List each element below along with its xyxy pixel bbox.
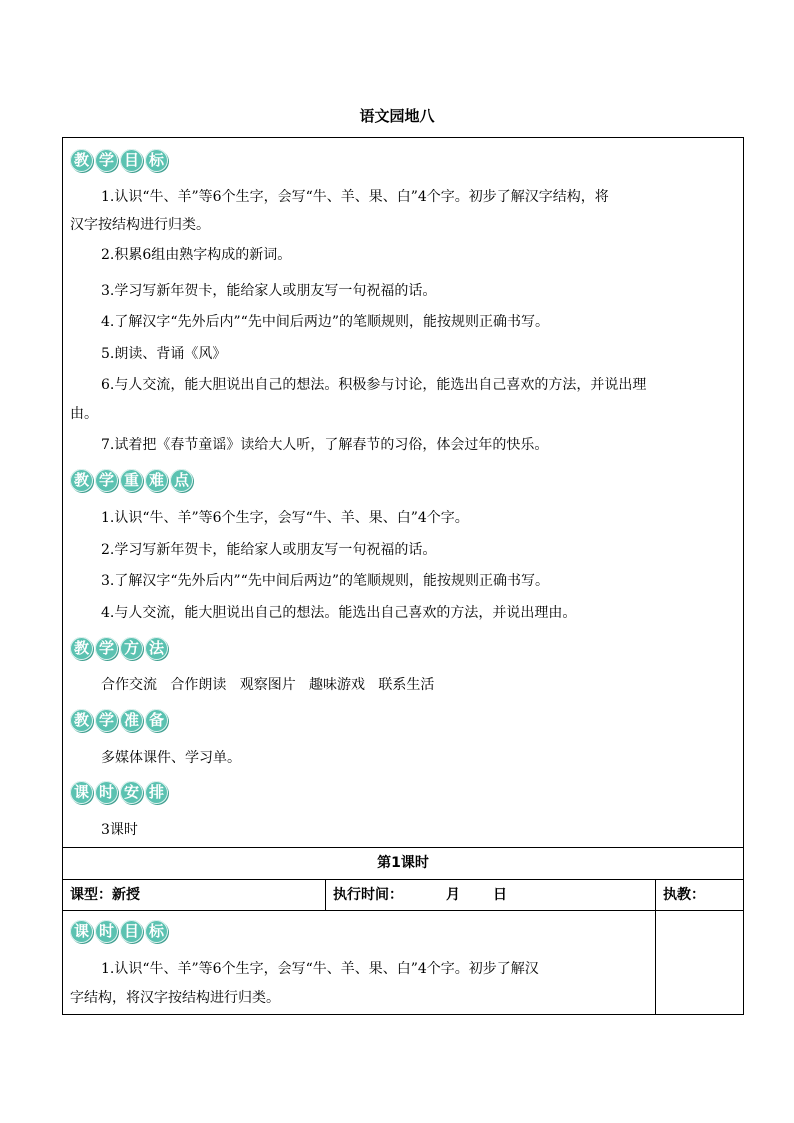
heading-char: 法 (145, 637, 168, 660)
lesson-plan-table (62, 137, 744, 1015)
goal-line: 7.试着把《春节童谣》读给大人听，了解春节的习俗，体会过年的快乐。 (101, 437, 549, 453)
lesson-goal-line: 1.认识“牛、羊”等6个生字，会写“牛、羊、果、白”4个字。初步了解汉 (101, 961, 539, 977)
heading-char: 学 (95, 709, 118, 732)
preparation-text: 多媒体课件、学习单。 (101, 750, 241, 766)
heading-char: 标 (145, 920, 168, 943)
heading-char: 目 (120, 920, 143, 943)
day-label: 日 (493, 887, 507, 903)
section-heading-lesson-goals (70, 920, 168, 946)
section-heading-methods (70, 637, 168, 663)
goal-line: 1.认识“牛、羊”等6个生字，会写“牛、羊、果、白”4个字。初步了解汉字结构，将 (101, 189, 609, 205)
heading-char: 标 (145, 149, 168, 172)
goal-line: 6.与人交流，能大胆说出自己的想法。积极参与讨论，能选出自己喜欢的方法，并说出理 (101, 377, 647, 393)
goal-line: 4.了解汉字“先外后内”“先中间后两边”的笔顺规则，能按规则正确书写。 (101, 314, 549, 330)
goal-line: 汉字按结构进行归类。 (70, 217, 210, 233)
goal-line: 2.积累6组由熟字构成的新词。 (101, 247, 292, 263)
heading-char: 点 (170, 469, 193, 492)
keypoint-line: 3.了解汉字“先外后内”“先中间后两边”的笔顺规则，能按规则正确书写。 (101, 573, 549, 589)
keypoint-line: 4.与人交流，能大胆说出自己的想法。能选出自己喜欢的方法，并说出理由。 (101, 605, 577, 621)
heading-char: 教 (70, 709, 93, 732)
section-heading-goals (70, 149, 168, 175)
section-heading-preparation (70, 709, 168, 735)
table-rule (63, 847, 743, 848)
methods-text: 合作交流 合作朗读 观察图片 趣味游戏 联系生活 (101, 677, 435, 693)
heading-char: 教 (70, 149, 93, 172)
heading-char: 教 (70, 637, 93, 660)
heading-char: 排 (145, 781, 168, 804)
heading-char: 学 (95, 149, 118, 172)
lesson-type: 课型：新授 (70, 887, 140, 903)
heading-char: 方 (120, 637, 143, 660)
heading-char: 课 (70, 920, 93, 943)
goal-line: 5.朗读、背诵《风》 (101, 346, 227, 362)
keypoint-line: 1.认识“牛、羊”等6个生字，会写“牛、羊、果、白”4个字。 (101, 510, 469, 526)
keypoint-line: 2.学习写新年贺卡，能给家人或朋友写一句祝福的话。 (101, 542, 437, 558)
heading-char: 时 (95, 920, 118, 943)
lesson-goal-line: 字结构，将汉字按结构进行归类。 (70, 990, 280, 1006)
lesson-title: 第1课时 (377, 855, 429, 871)
heading-char: 难 (145, 469, 168, 492)
month-label: 月 (446, 887, 460, 903)
heading-char: 时 (95, 781, 118, 804)
heading-char: 重 (120, 469, 143, 492)
goal-line: 3.学习写新年贺卡，能给家人或朋友写一句祝福的话。 (101, 283, 437, 299)
page-title: 语文园地八 (359, 107, 435, 125)
heading-char: 教 (70, 469, 93, 492)
section-heading-schedule (70, 781, 168, 807)
table-rule (63, 879, 743, 880)
heading-char: 学 (95, 469, 118, 492)
heading-char: 备 (145, 709, 168, 732)
section-heading-keypoints (70, 469, 193, 495)
table-divider (655, 879, 656, 1014)
heading-char: 准 (120, 709, 143, 732)
goal-line: 由。 (70, 406, 98, 422)
schedule-text: 3课时 (101, 822, 138, 838)
table-rule (63, 910, 743, 911)
heading-char: 安 (120, 781, 143, 804)
table-divider (325, 879, 326, 910)
heading-char: 课 (70, 781, 93, 804)
heading-char: 目 (120, 149, 143, 172)
execution-time-label: 执行时间： (333, 887, 403, 903)
teacher-label: 执教： (663, 887, 705, 903)
heading-char: 学 (95, 637, 118, 660)
